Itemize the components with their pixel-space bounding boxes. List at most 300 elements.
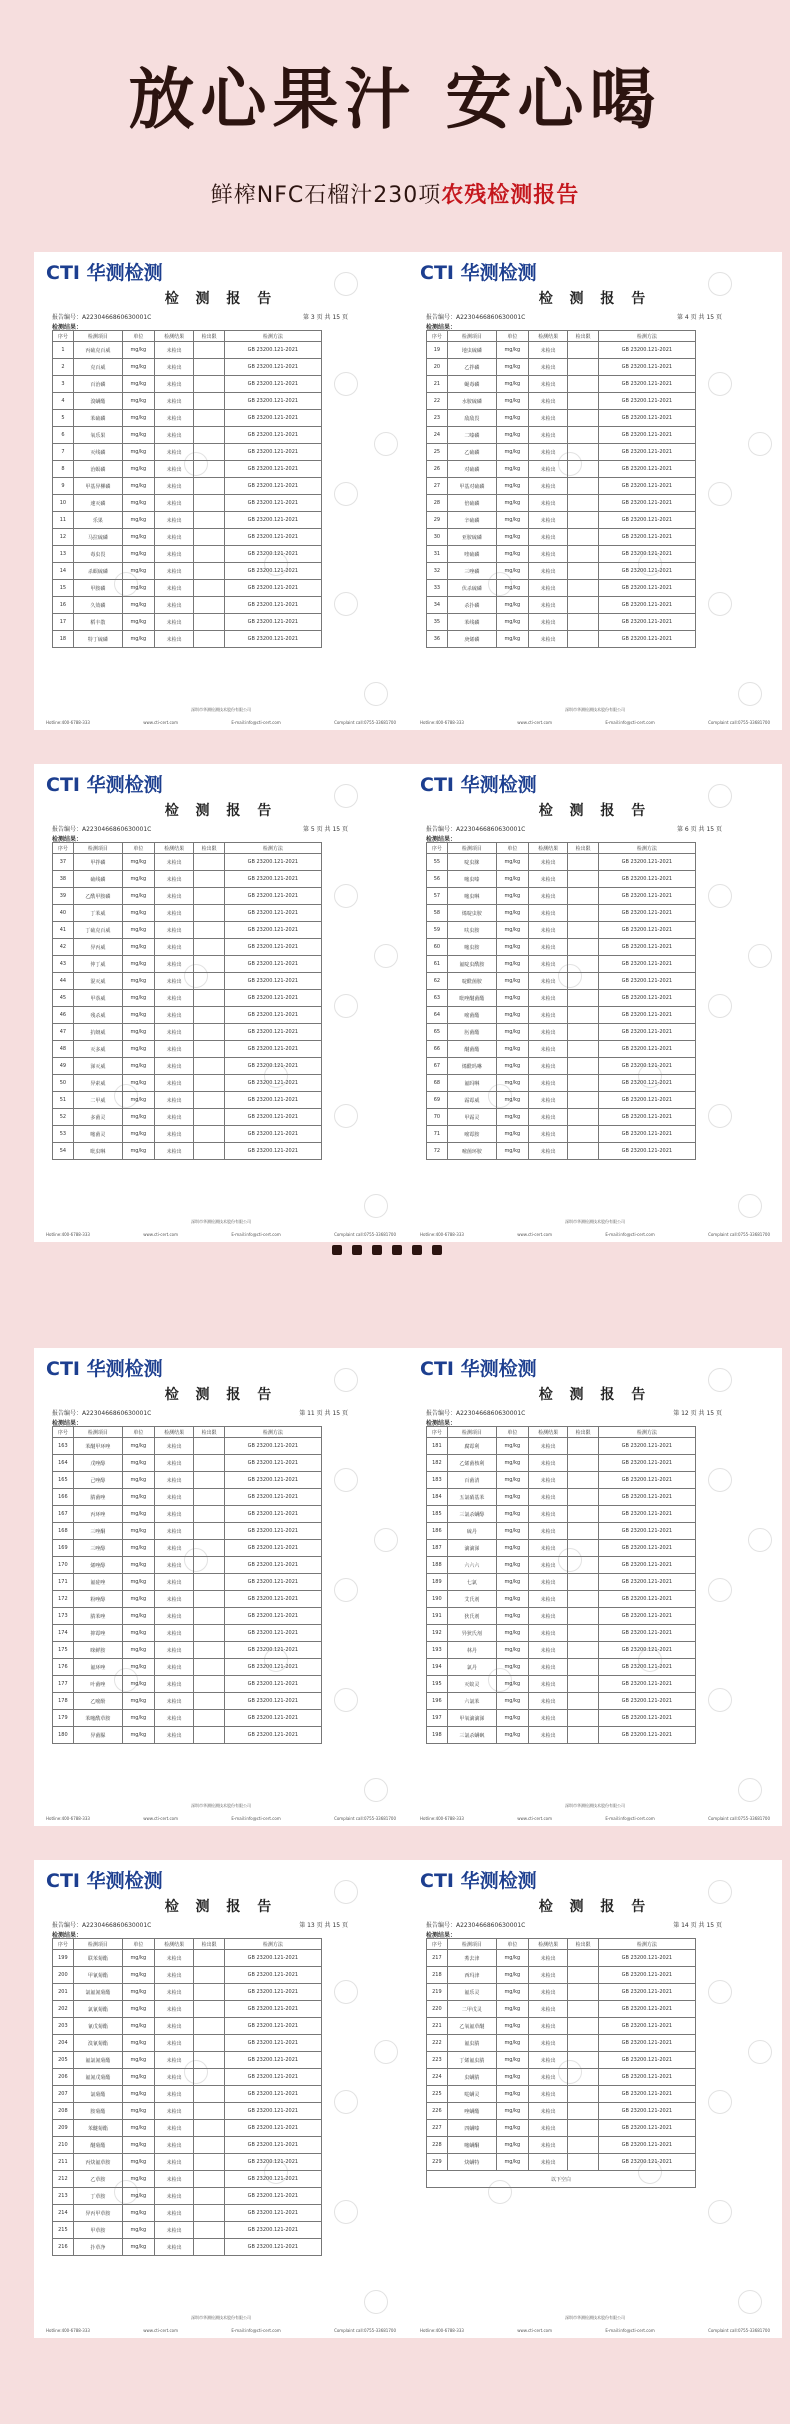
table-cell-method: GB 23200.121-2021 <box>598 1984 695 2001</box>
table-cell-result: 未检出 <box>528 956 568 973</box>
table-cell-method: GB 23200.121-2021 <box>598 461 695 478</box>
table-cell-item: 仲丁威 <box>73 956 122 973</box>
footer-text: E-mail:info@cti-cert.com <box>605 1232 655 1237</box>
table-cell-limit <box>568 956 598 973</box>
table-row <box>427 1540 696 1557</box>
table-cell-result: 未检出 <box>154 1642 194 1659</box>
table-cell-result: 未检出 <box>154 1455 194 1472</box>
table-cell-result: 未检出 <box>528 1540 568 1557</box>
results-section-label: 检测结果： <box>426 324 457 331</box>
table-cell-result: 未检出 <box>528 1092 568 1109</box>
table-cell-unit: mg/kg <box>122 597 154 614</box>
watermark-icon <box>334 482 358 506</box>
footer-text: www.cti-cert.com <box>517 1232 552 1237</box>
table-cell-limit <box>568 1557 598 1574</box>
table-cell-index: 38 <box>53 871 74 888</box>
table-cell-index: 8 <box>53 461 74 478</box>
table-cell-result: 未检出 <box>528 939 568 956</box>
table-cell-index: 172 <box>53 1591 74 1608</box>
table-cell-unit: mg/kg <box>122 2154 154 2171</box>
table-cell-unit: mg/kg <box>122 1455 154 1472</box>
table-cell-method: GB 23200.121-2021 <box>598 1540 695 1557</box>
report-title: 检 测 报 告 <box>164 291 278 307</box>
table-cell-unit: mg/kg <box>496 478 528 495</box>
table-cell-item: 乙烯菌核利 <box>447 1455 496 1472</box>
table-cell-method: GB 23200.121-2021 <box>598 2086 695 2103</box>
table-cell-item: 马拉硫磷 <box>73 529 122 546</box>
table-cell-index: 193 <box>427 1642 448 1659</box>
column-header: 序号 <box>427 1939 448 1950</box>
page-number: 第 11 页 共 15 页 <box>299 1410 348 1417</box>
table-cell-index: 71 <box>427 1126 448 1143</box>
watermark-icon <box>374 2040 398 2064</box>
table-cell-unit: mg/kg <box>122 854 154 871</box>
table-cell-item: 乙硫磷 <box>447 444 496 461</box>
table-cell-limit <box>568 1710 598 1727</box>
table-cell-result: 未检出 <box>528 990 568 1007</box>
table-cell-index: 40 <box>53 905 74 922</box>
table-cell-item: 氯丹 <box>447 1659 496 1676</box>
table-cell-index: 69 <box>427 1092 448 1109</box>
table-cell-limit <box>568 529 598 546</box>
table-cell-item: 氟啶虫酰胺 <box>447 956 496 973</box>
table-cell-method: GB 23200.121-2021 <box>224 1058 321 1075</box>
watermark-icon <box>334 1688 358 1712</box>
table-row <box>53 2086 322 2103</box>
table-cell-unit: mg/kg <box>122 631 154 648</box>
table-cell-method: GB 23200.121-2021 <box>598 1007 695 1024</box>
report-number: 报告编号：A2230466860630001C <box>426 826 526 833</box>
logo-cti: CTI <box>46 262 80 284</box>
table-cell-item: 甲氧滴滴涕 <box>447 1710 496 1727</box>
table-cell-result: 未检出 <box>528 1574 568 1591</box>
table-cell-index: 30 <box>427 529 448 546</box>
table-row <box>53 342 322 359</box>
table-cell-index: 56 <box>427 871 448 888</box>
report-sheet <box>408 1860 782 2338</box>
watermark-icon <box>708 2200 732 2224</box>
table-cell-unit: mg/kg <box>496 1659 528 1676</box>
table-cell-limit <box>568 1642 598 1659</box>
table-cell-unit: mg/kg <box>496 1109 528 1126</box>
table-cell-item: 硫丹 <box>447 1523 496 1540</box>
table-row <box>53 376 322 393</box>
table-cell-limit <box>568 410 598 427</box>
table-cell-limit <box>568 1693 598 1710</box>
column-header: 检测结果 <box>528 1427 568 1438</box>
table-cell-unit: mg/kg <box>496 1967 528 1984</box>
table-cell-item: 苯噻酰草胺 <box>73 1710 122 1727</box>
table-cell-method: GB 23200.121-2021 <box>598 1659 695 1676</box>
table-cell-method: GB 23200.121-2021 <box>224 342 321 359</box>
table-row <box>427 1058 696 1075</box>
table-cell-result: 未检出 <box>154 2137 194 2154</box>
table-cell-result: 未检出 <box>528 854 568 871</box>
table-cell-unit: mg/kg <box>122 1574 154 1591</box>
table-row <box>53 2103 322 2120</box>
table-cell-limit <box>568 1591 598 1608</box>
table-cell-unit: mg/kg <box>496 1625 528 1642</box>
footer-text: Complaint call:0755-33681700 <box>708 2328 770 2333</box>
table-row <box>53 1143 322 1160</box>
table-cell-method: GB 23200.121-2021 <box>224 1109 321 1126</box>
watermark-icon <box>334 1104 358 1128</box>
table-row <box>53 2154 322 2171</box>
table-cell-index: 187 <box>427 1540 448 1557</box>
table-cell-unit: mg/kg <box>122 1506 154 1523</box>
table-cell-result: 未检出 <box>154 393 194 410</box>
table-cell-result: 未检出 <box>154 2222 194 2239</box>
table-cell-result: 未检出 <box>154 2035 194 2052</box>
table-cell-result: 未检出 <box>154 1438 194 1455</box>
watermark-icon <box>334 1980 358 2004</box>
table-cell-limit <box>568 1574 598 1591</box>
table-cell-unit: mg/kg <box>496 1007 528 1024</box>
table-cell-result: 未检出 <box>528 614 568 631</box>
column-header: 序号 <box>427 331 448 342</box>
table-cell-item: 腈菌唑 <box>73 1489 122 1506</box>
table-cell-unit: mg/kg <box>122 2069 154 2086</box>
company-logo <box>46 1354 163 1381</box>
table-row <box>53 1693 322 1710</box>
table-cell-item: 丁硫克百威 <box>73 922 122 939</box>
table-cell-method: GB 23200.121-2021 <box>224 1659 321 1676</box>
table-cell-result: 未检出 <box>528 1041 568 1058</box>
table-cell-index: 166 <box>53 1489 74 1506</box>
table-cell-item: 丁烯氟虫腈 <box>447 2052 496 2069</box>
table-row <box>53 410 322 427</box>
table-cell-unit: mg/kg <box>122 563 154 580</box>
table-cell-item: 地虫硫磷 <box>447 342 496 359</box>
table-cell-result: 未检出 <box>528 342 568 359</box>
table-cell-item: 丁草胺 <box>73 2188 122 2205</box>
table-cell-limit <box>194 1591 224 1608</box>
table-cell-item: 庚烯磷 <box>447 631 496 648</box>
table-cell-limit <box>194 563 224 580</box>
table-cell-method: GB 23200.121-2021 <box>224 939 321 956</box>
table-cell-method: GB 23200.121-2021 <box>224 1506 321 1523</box>
table-cell-index: 176 <box>53 1659 74 1676</box>
table-cell-method: GB 23200.121-2021 <box>224 410 321 427</box>
report-sheet <box>408 764 782 1242</box>
table-cell-item: 溴螨酯 <box>73 393 122 410</box>
table-row <box>427 922 696 939</box>
headline: 放心果汁 安心喝 <box>128 61 662 138</box>
table-cell-unit: mg/kg <box>496 376 528 393</box>
table-row <box>53 1506 322 1523</box>
table-cell-limit <box>194 631 224 648</box>
table-row <box>53 1984 322 2001</box>
column-header: 检测方法 <box>224 1939 321 1950</box>
table-cell-index: 35 <box>427 614 448 631</box>
table-cell-limit <box>194 854 224 871</box>
table-cell-index: 224 <box>427 2069 448 2086</box>
table-row <box>427 1693 696 1710</box>
table-cell-item: 噻虫胺 <box>447 939 496 956</box>
table-cell-unit: mg/kg <box>496 973 528 990</box>
table-header-row <box>427 331 696 342</box>
table-cell-unit: mg/kg <box>122 2171 154 2188</box>
table-cell-result: 未检出 <box>154 1574 194 1591</box>
table-cell-index: 203 <box>53 2018 74 2035</box>
table-cell-result: 未检出 <box>154 1625 194 1642</box>
table-cell-limit <box>568 905 598 922</box>
results-table <box>52 1938 322 2256</box>
table-cell-result: 未检出 <box>528 427 568 444</box>
table-cell-unit: mg/kg <box>496 614 528 631</box>
footer-text: Hotline:400-6788-333 <box>420 2328 464 2333</box>
footer-text: www.cti-cert.com <box>517 1816 552 1821</box>
watermark-icon <box>374 432 398 456</box>
table-cell-result: 未检出 <box>528 2086 568 2103</box>
table-cell-index: 212 <box>53 2171 74 2188</box>
table-row <box>427 359 696 376</box>
watermark-icon <box>364 1194 388 1218</box>
table-cell-item: 乙拌磷 <box>447 359 496 376</box>
table-cell-limit <box>568 1489 598 1506</box>
table-cell-index: 218 <box>427 1967 448 1984</box>
table-cell-method: GB 23200.121-2021 <box>224 2188 321 2205</box>
footer-text: Complaint call:0755-33681700 <box>708 720 770 725</box>
table-row <box>53 871 322 888</box>
table-cell-result: 未检出 <box>154 871 194 888</box>
table-cell-method: GB 23200.121-2021 <box>224 597 321 614</box>
table-cell-limit <box>568 580 598 597</box>
table-row <box>53 1455 322 1472</box>
table-row <box>53 1472 322 1489</box>
column-header: 检出限 <box>568 331 598 342</box>
table-cell-unit: mg/kg <box>496 495 528 512</box>
logo-cti: CTI <box>420 1870 454 1892</box>
table-cell-method: GB 23200.121-2021 <box>224 1489 321 1506</box>
table-cell-index: 215 <box>53 2222 74 2239</box>
table-cell-limit <box>194 2103 224 2120</box>
table-cell-result: 未检出 <box>528 1506 568 1523</box>
footer-text: Hotline:400-6788-333 <box>46 720 90 725</box>
column-header: 检出限 <box>194 1427 224 1438</box>
table-cell-method: GB 23200.121-2021 <box>598 495 695 512</box>
footer-text: E-mail:info@cti-cert.com <box>231 720 281 725</box>
table-cell-item: 杀螟硫磷 <box>73 563 122 580</box>
table-cell-limit <box>194 546 224 563</box>
logo-name: 华测检测 <box>460 1870 537 1892</box>
table-row <box>53 1676 322 1693</box>
table-row <box>427 393 696 410</box>
table-cell-index: 33 <box>427 580 448 597</box>
table-cell-unit: mg/kg <box>122 2035 154 2052</box>
table-cell-result: 未检出 <box>528 410 568 427</box>
table-cell-limit <box>194 342 224 359</box>
table-cell-method: GB 23200.121-2021 <box>598 546 695 563</box>
table-cell-unit: mg/kg <box>496 1540 528 1557</box>
footer-company: 深圳市华测检测技术股份有限公司 <box>191 707 251 712</box>
table-cell-limit <box>568 393 598 410</box>
table-row <box>427 1950 696 1967</box>
table-cell-unit: mg/kg <box>496 1489 528 1506</box>
table-cell-limit <box>568 597 598 614</box>
table-cell-limit <box>568 990 598 1007</box>
table-cell-result: 未检出 <box>528 922 568 939</box>
table-row <box>53 1540 322 1557</box>
table-cell-result: 未检出 <box>528 631 568 648</box>
table-cell-index: 52 <box>53 1109 74 1126</box>
table-cell-index: 60 <box>427 939 448 956</box>
table-cell-item: 克百威 <box>73 359 122 376</box>
table-cell-index: 25 <box>427 444 448 461</box>
page-number: 第 5 页 共 15 页 <box>303 826 348 833</box>
table-cell-method: GB 23200.121-2021 <box>598 973 695 990</box>
table-row <box>427 1574 696 1591</box>
table-cell-limit <box>194 1126 224 1143</box>
table-row <box>53 529 322 546</box>
watermark-icon <box>748 1528 772 1552</box>
table-cell-method: GB 23200.121-2021 <box>224 580 321 597</box>
table-cell-method: GB 23200.121-2021 <box>598 2069 695 2086</box>
table-cell-index: 21 <box>427 376 448 393</box>
table-cell-result: 未检出 <box>154 2001 194 2018</box>
logo-cti: CTI <box>46 1358 80 1380</box>
table-cell-unit: mg/kg <box>122 1109 154 1126</box>
table-cell-index: 72 <box>427 1143 448 1160</box>
table-cell-item: 苯醚甲环唑 <box>73 1438 122 1455</box>
watermark-icon <box>364 682 388 706</box>
watermark-icon <box>738 2290 762 2314</box>
table-cell-limit <box>194 1506 224 1523</box>
table-cell-unit: mg/kg <box>122 1676 154 1693</box>
table-cell-index: 65 <box>427 1024 448 1041</box>
table-cell-method: GB 23200.121-2021 <box>224 1591 321 1608</box>
table-cell-item: 硫线磷 <box>73 871 122 888</box>
table-cell-item: 甲氰菊酯 <box>73 1967 122 1984</box>
subtitle-highlight: 农残检测报告 <box>441 183 580 208</box>
table-row <box>53 1523 322 1540</box>
table-cell-method: GB 23200.121-2021 <box>598 1574 695 1591</box>
table-cell-index: 229 <box>427 2154 448 2171</box>
table-cell-method: GB 23200.121-2021 <box>598 1608 695 1625</box>
table-cell-unit: mg/kg <box>122 546 154 563</box>
table-cell-result: 未检出 <box>154 563 194 580</box>
table-cell-limit <box>568 1075 598 1092</box>
report-sheet <box>34 1348 408 1826</box>
table-row <box>53 495 322 512</box>
footer-text: Hotline:400-6788-333 <box>420 1816 464 1821</box>
footer-text: Hotline:400-6788-333 <box>420 1232 464 1237</box>
table-cell-index: 36 <box>427 631 448 648</box>
table-row <box>53 2188 322 2205</box>
report-sheet <box>34 764 408 1242</box>
table-cell-result: 未检出 <box>154 939 194 956</box>
table-cell-method: GB 23200.121-2021 <box>598 939 695 956</box>
table-cell-index: 163 <box>53 1438 74 1455</box>
table-cell-limit <box>194 973 224 990</box>
table-cell-index: 182 <box>427 1455 448 1472</box>
table-cell-unit: mg/kg <box>496 1472 528 1489</box>
table-cell-index: 219 <box>427 1984 448 2001</box>
table-cell-index: 53 <box>53 1126 74 1143</box>
table-cell-result: 未检出 <box>154 1984 194 2001</box>
table-cell-limit <box>568 1625 598 1642</box>
table-cell-result: 未检出 <box>154 1489 194 1506</box>
table-cell-method: GB 23200.121-2021 <box>224 1143 321 1160</box>
results-section-label: 检测结果： <box>426 1932 457 1939</box>
table-row <box>427 580 696 597</box>
table-cell-method: GB 23200.121-2021 <box>598 1710 695 1727</box>
table-cell-limit <box>568 1455 598 1472</box>
footer-company: 深圳市华测检测技术股份有限公司 <box>565 1803 625 1808</box>
table-cell-limit <box>194 1625 224 1642</box>
table-cell-method: GB 23200.121-2021 <box>224 1075 321 1092</box>
table-cell-unit: mg/kg <box>122 1608 154 1625</box>
table-cell-result: 未检出 <box>528 1058 568 1075</box>
table-row <box>53 478 322 495</box>
footer-contacts <box>420 2328 770 2333</box>
table-cell-limit <box>194 461 224 478</box>
table-cell-limit <box>194 1659 224 1676</box>
table-cell-item: 己唑醇 <box>73 1472 122 1489</box>
table-cell-limit <box>568 2035 598 2052</box>
table-cell-item: 异菌脲 <box>73 1727 122 1744</box>
table-cell-method: GB 23200.121-2021 <box>224 529 321 546</box>
table-cell-method: GB 23200.121-2021 <box>598 2137 695 2154</box>
table-cell-method: GB 23200.121-2021 <box>598 956 695 973</box>
table-cell-method: GB 23200.121-2021 <box>598 410 695 427</box>
watermark-icon <box>374 944 398 968</box>
table-row <box>427 529 696 546</box>
table-cell-method: GB 23200.121-2021 <box>224 1984 321 2001</box>
table-cell-method: GB 23200.121-2021 <box>598 854 695 871</box>
table-cell-item: 甲胺磷 <box>73 580 122 597</box>
table-cell-result: 未检出 <box>154 973 194 990</box>
table-cell-limit <box>568 546 598 563</box>
table-cell-limit <box>194 990 224 1007</box>
watermark-icon <box>708 1578 732 1602</box>
table-cell-result: 未检出 <box>154 614 194 631</box>
table-cell-result: 未检出 <box>528 495 568 512</box>
table-cell-method: GB 23200.121-2021 <box>224 1438 321 1455</box>
column-header: 序号 <box>53 843 74 854</box>
table-cell-result: 未检出 <box>154 580 194 597</box>
table-cell-result: 未检出 <box>528 2103 568 2120</box>
table-cell-unit: mg/kg <box>496 410 528 427</box>
table-cell-limit <box>568 1092 598 1109</box>
table-cell-index: 192 <box>427 1625 448 1642</box>
table-cell-method: GB 23200.121-2021 <box>224 1092 321 1109</box>
table-cell-limit <box>194 580 224 597</box>
table-cell-limit <box>568 1438 598 1455</box>
table-cell-item: 二甲戊灵 <box>447 2001 496 2018</box>
table-cell-item: 氯菊酯 <box>73 2086 122 2103</box>
table-cell-index: 34 <box>427 597 448 614</box>
table-cell-method: GB 23200.121-2021 <box>598 359 695 376</box>
table-row <box>427 1608 696 1625</box>
table-cell-item: 醚菌酯 <box>447 1041 496 1058</box>
table-cell-index: 20 <box>427 359 448 376</box>
results-table <box>52 330 322 648</box>
table-cell-item: 乙氧氟草醚 <box>447 2018 496 2035</box>
table-cell-limit <box>568 1506 598 1523</box>
table-cell-result: 未检出 <box>154 1058 194 1075</box>
table-cell-unit: mg/kg <box>122 359 154 376</box>
table-cell-item: 治螟磷 <box>73 461 122 478</box>
table-row <box>427 2035 696 2052</box>
table-row <box>53 2069 322 2086</box>
table-row <box>53 2239 322 2256</box>
table-cell-index: 177 <box>53 1676 74 1693</box>
table-cell-index: 168 <box>53 1523 74 1540</box>
table-row <box>427 1143 696 1160</box>
table-row <box>53 1075 322 1092</box>
table-row <box>53 1642 322 1659</box>
